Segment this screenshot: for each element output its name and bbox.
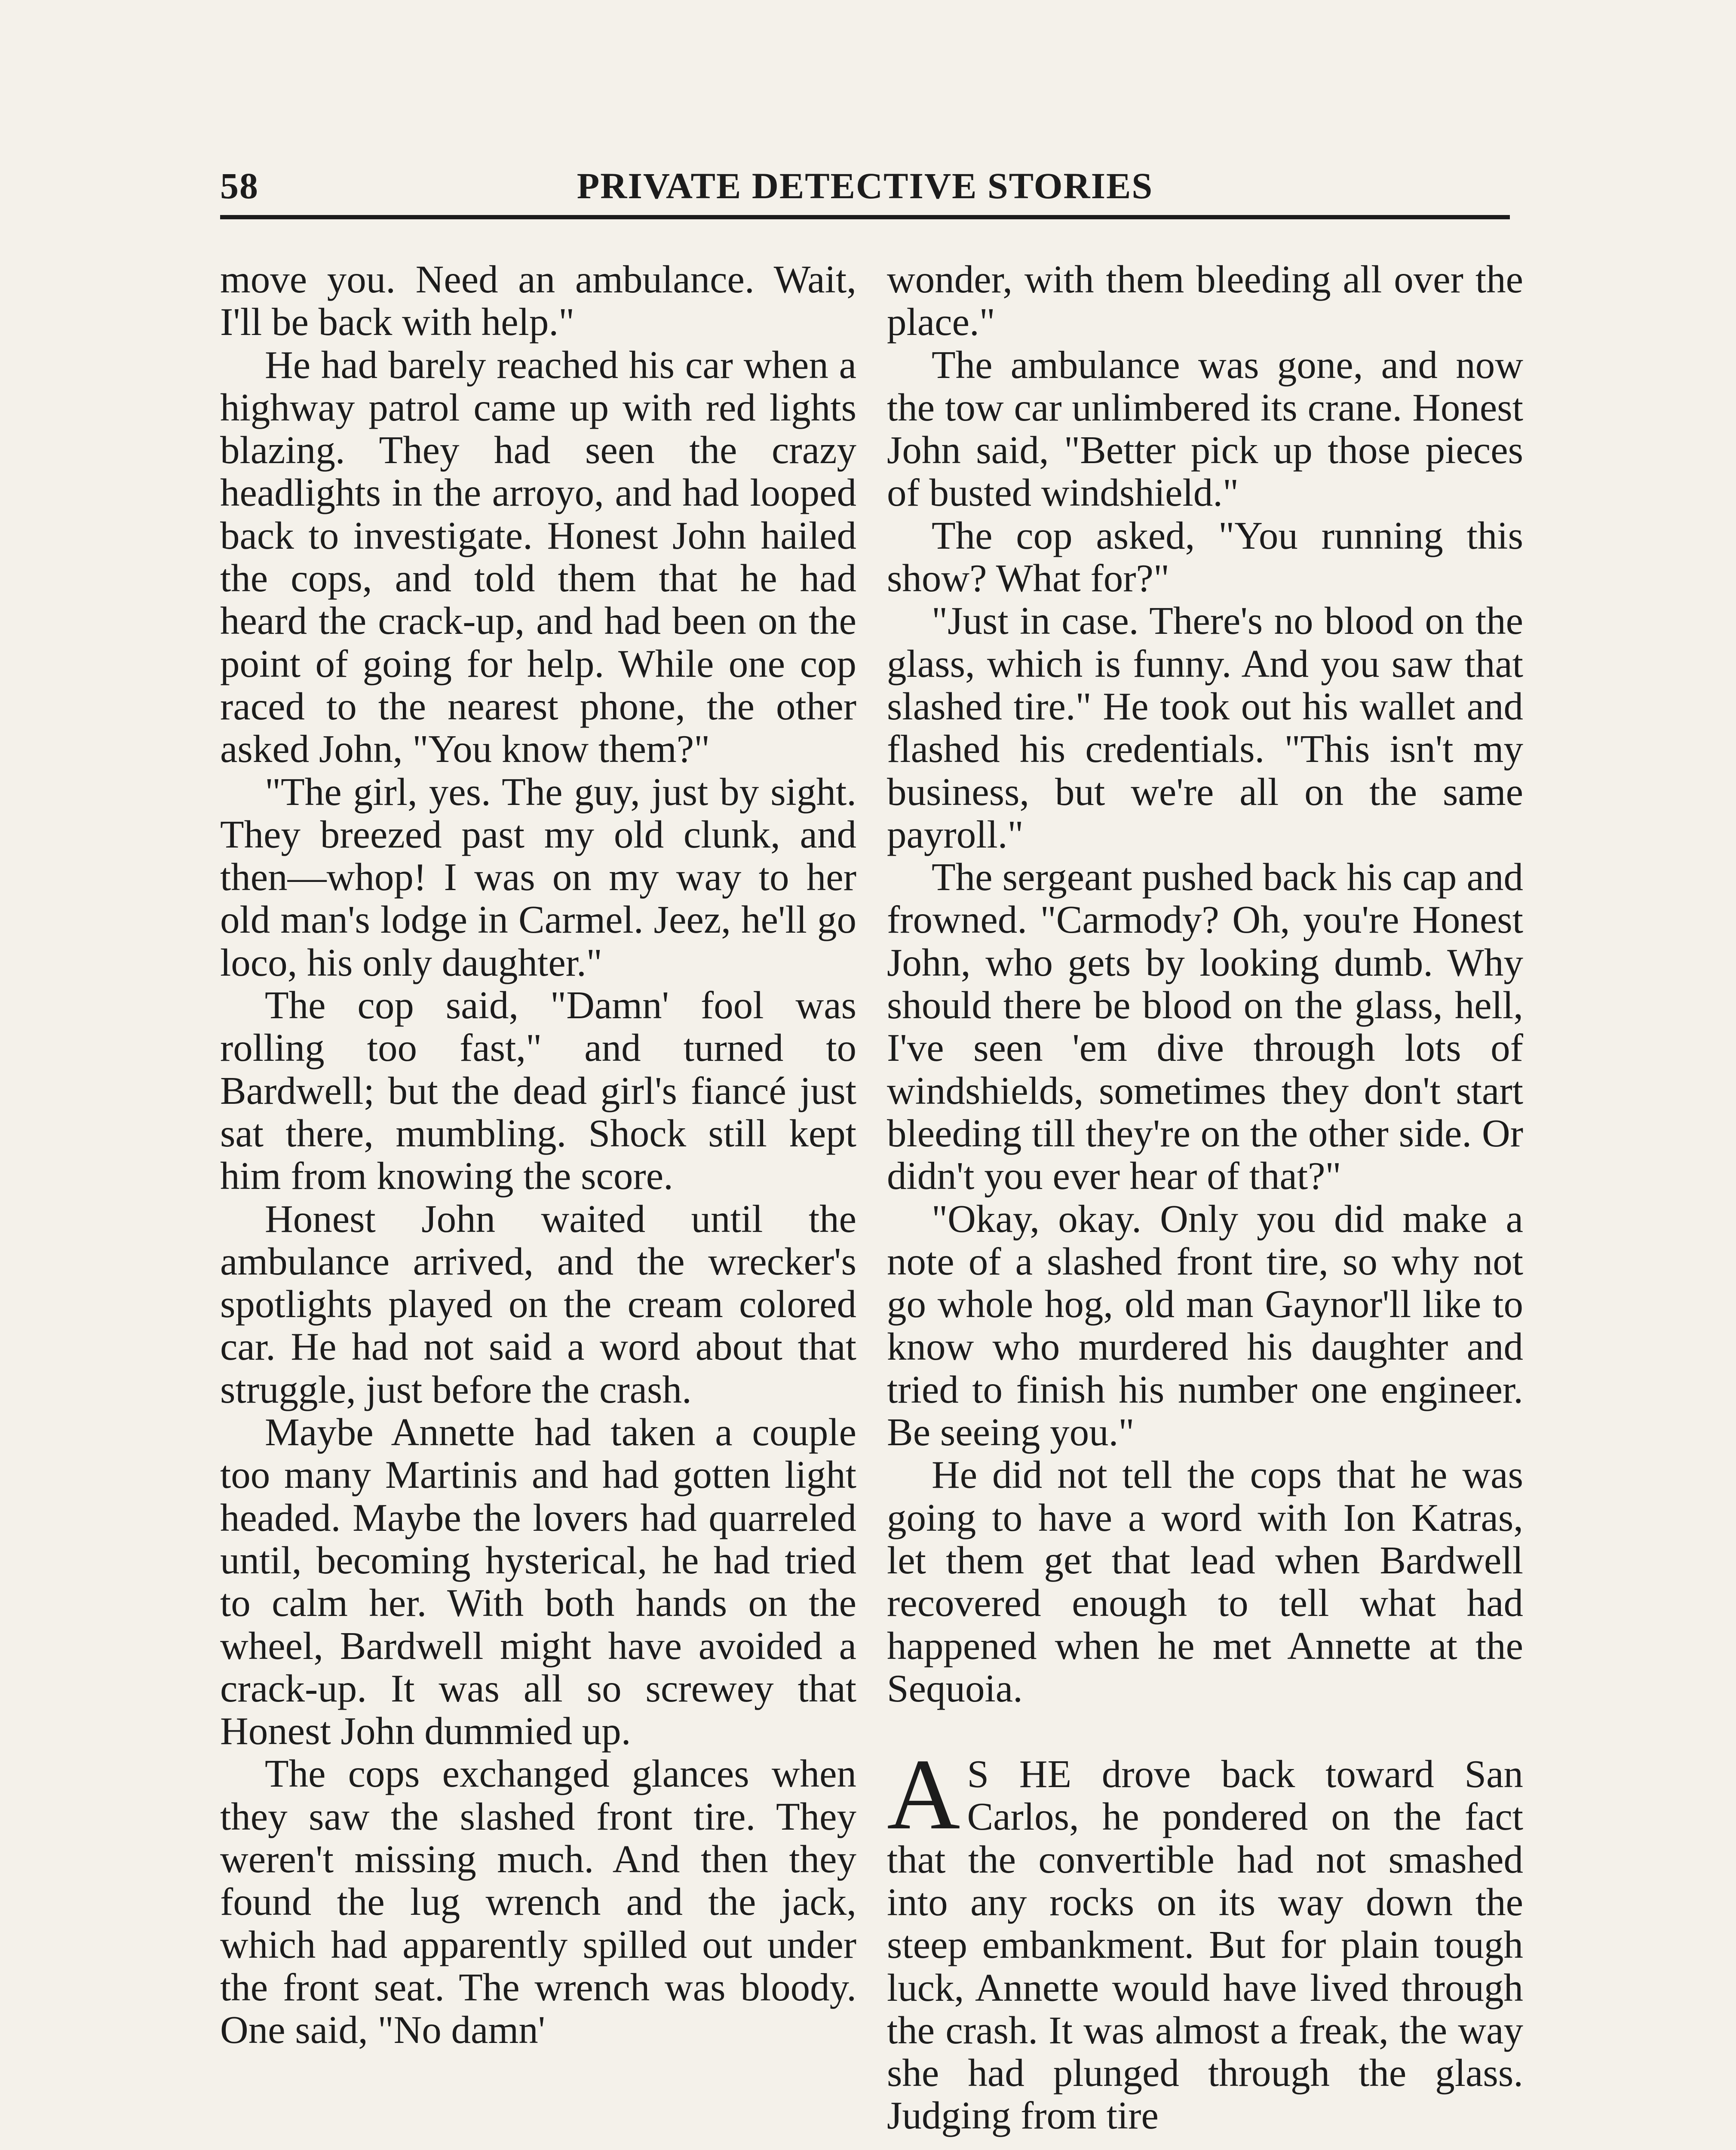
page-number: 58 xyxy=(220,165,259,206)
left-column xyxy=(220,258,856,2051)
paragraph: Honest John waited until the ambulance arrived, and the wrecker's spotlights played on the cream colored car. He had not said a word about that struggle, just before the crash. xyxy=(220,1197,856,1411)
header-rule xyxy=(220,215,1510,219)
paragraph: The ambulance was gone, and now the tow car unlimbered its crane. Honest John said, "Better pick up those pieces of busted windshield." xyxy=(887,343,1523,515)
drop-cap: A xyxy=(887,1738,960,1851)
section-text: S HE drove back toward San Carlos, he pondered on the fact that the convertible had not smashed into any rocks on its way down the steep embankment. But for plain tough luck, Annette would have lived through the crash. It was almost a freak, the way she had plunged through the glass. Judging from tire xyxy=(887,1752,1523,2138)
paragraph: The cop asked, "You running this show? What for?" xyxy=(887,513,1523,600)
paragraph: move you. Need an ambulance. Wait, I'll be back with help." xyxy=(220,258,856,344)
paragraph: The cop said, "Damn' fool was rolling too fast," and turned to Bardwell; but the dead girl's fiancé just sat there, mumbling. Shock still kept him from knowing the score. xyxy=(220,983,856,1198)
paragraph: He did not tell the cops that he was going to have a word with Ion Katras, let them get that lead when Bardwell recovered enough to tell what had happened when he met Annette at the Sequoia. xyxy=(887,1453,1523,1710)
paragraph: Maybe Annette had taken a couple too many Martinis and had gotten light headed. Maybe the lovers had quarreled until, becoming hysterical, he had tried to calm her. With both hands on the wheel, Bardwell might have avoided a crack-up. It was all so screwey that Honest John dummied up. xyxy=(220,1410,856,1753)
right-column xyxy=(887,258,1523,2137)
running-title: PRIVATE DETECTIVE STORIES xyxy=(577,165,1153,206)
paragraph: He had barely reached his car when a highway patrol came up with red lights blazing. They had seen the crazy headlights in the arroyo, and had looped back to investigate. Honest John hailed the cops, and told them that he had heard the crack-up, and had been on the point of going for help. While one cop raced to the nearest phone, the other asked John, "You know them?" xyxy=(220,343,856,771)
paragraph: "Okay, okay. Only you did make a note of a slashed front tire, so why not go whole hog, old man Gaynor'll like to know who murdered his daughter and tried to finish his number one engineer. Be seeing you." xyxy=(887,1197,1523,1454)
paragraph: wonder, with them bleeding all over the place." xyxy=(887,258,1523,344)
paragraph: The sergeant pushed back his cap and frowned. "Carmody? Oh, you're Honest John, who gets by looking dumb. Why should there be blood on the glass, hell, I've seen 'em dive through lots of windshields, sometimes they don't start bleeding till they're on the other side. Or didn't you ever hear of that?" xyxy=(887,855,1523,1198)
paragraph: "Just in case. There's no blood on the glass, which is funny. And you saw that slashed tire." He took out his wallet and flashed his credentials. "This isn't my business, but we're all on the same payroll." xyxy=(887,599,1523,856)
paragraph: "The girl, yes. The guy, just by sight. They breezed past my old clunk, and then—whop! I was on my way to her old man's lodge in Carmel. Jeez, he'll go loco, his only daughter." xyxy=(220,770,856,984)
paragraph: The cops exchanged glances when they saw the slashed front tire. They weren't missing much. And then they found the lug wrench and the jack, which had apparently spilled out under the front seat. The wrench was bloody. One said, "No damn' xyxy=(220,1752,856,2052)
page-header xyxy=(220,164,1510,216)
section-paragraph xyxy=(887,1738,1523,2138)
